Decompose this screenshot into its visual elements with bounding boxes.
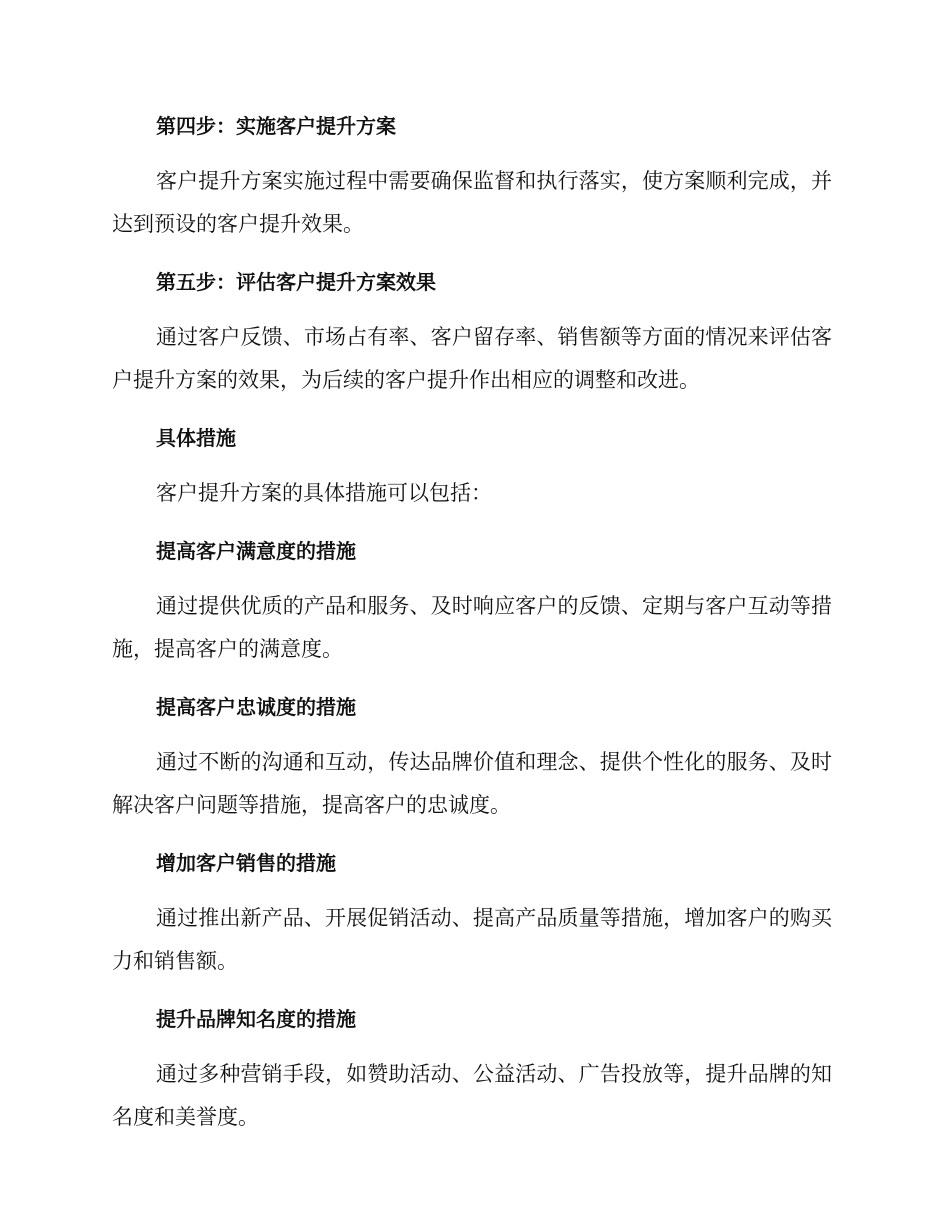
section-body-sales: 通过推出新产品、开展促销活动、提高产品质量等措施，增加客户的购买力和销售额。 [112,906,832,973]
section-body-brand: 通过多种营销手段，如赞助活动、公益活动、广告投放等，提升品牌的知名度和美誉度。 [112,1062,832,1129]
section-heading-loyalty: 提高客户忠诚度的措施 [156,695,356,719]
section-body-step5: 通过客户反馈、市场占有率、客户留存率、销售额等方面的情况来评估客户提升方案的效果，为后续的客户提升作出相应的调整和改进。 [112,325,832,392]
section-body-measures: 客户提升方案的具体措施可以包括： [156,481,492,505]
document-page [112,108,832,1139]
section-heading-measures: 具体措施 [156,426,236,450]
section-heading-step5: 第五步：评估客户提升方案效果 [156,270,436,294]
section-body-step4: 客户提升方案实施过程中需要确保监督和执行落实，使方案顺利完成，并达到预设的客户提升效果。 [112,169,832,236]
section-heading-step4: 第四步：实施客户提升方案 [156,114,396,138]
section-heading-brand: 提升品牌知名度的措施 [156,1007,356,1031]
section-body-loyalty: 通过不断的沟通和互动，传达品牌价值和理念、提供个性化的服务、及时解决客户问题等措施，提高客户的忠诚度。 [112,750,832,817]
section-heading-satisfaction: 提高客户满意度的措施 [156,539,356,563]
section-heading-sales: 增加客户销售的措施 [156,851,336,875]
section-body-satisfaction: 通过提供优质的产品和服务、及时响应客户的反馈、定期与客户互动等措施，提高客户的满意度。 [112,594,832,661]
